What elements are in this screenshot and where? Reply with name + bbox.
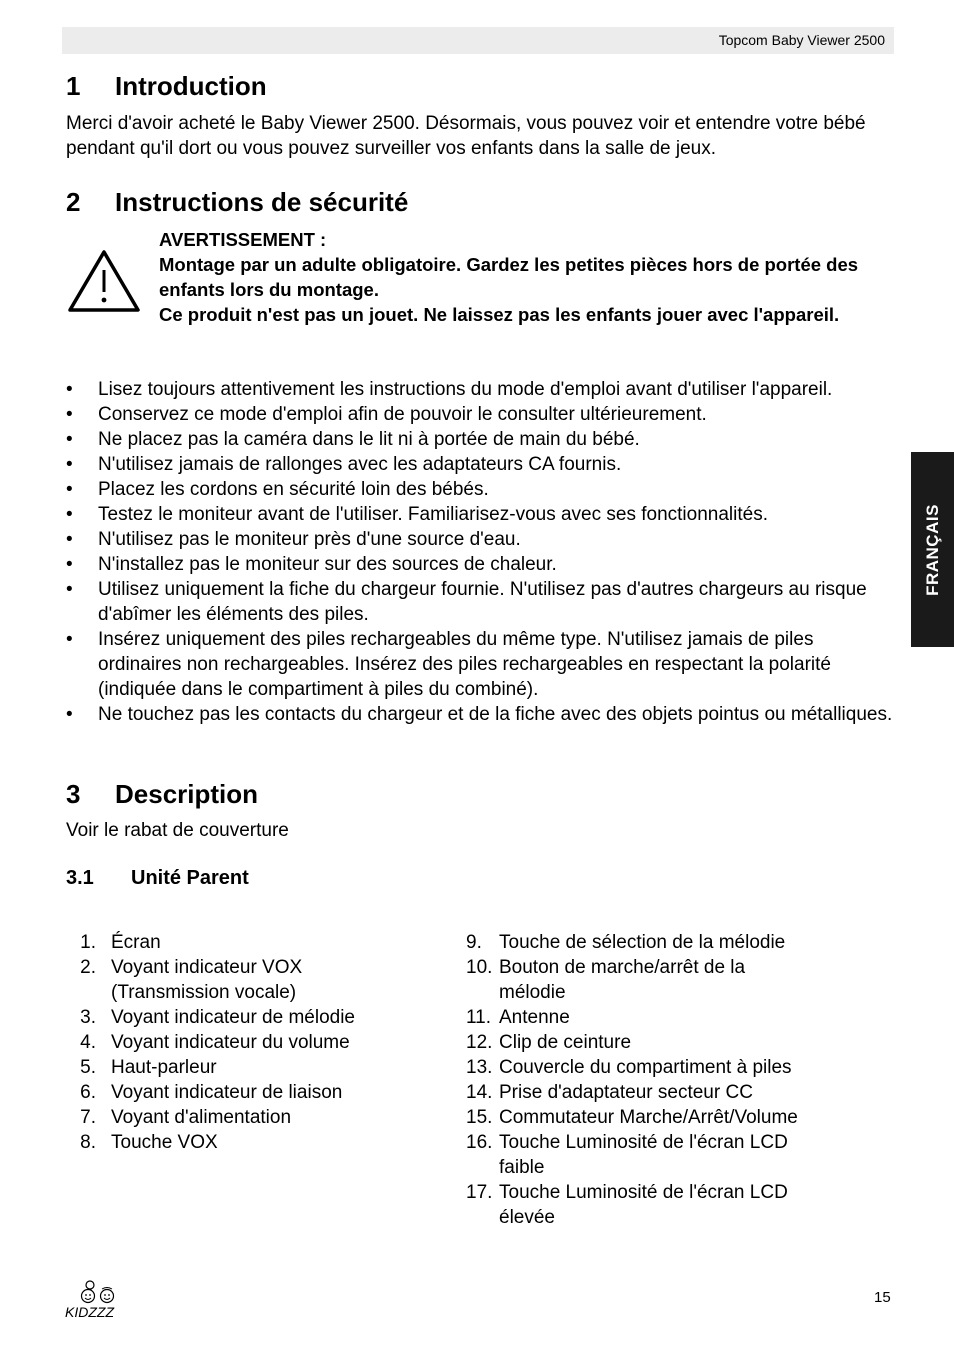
item-number: 3. xyxy=(80,1007,96,1028)
item-text: Bouton de marche/arrêt de la mélodie xyxy=(499,957,746,1003)
list-item: • Testez le moniteur avant de l'utiliser. Familiarisez-vous avec ses fonctionnalités. xyxy=(66,502,896,527)
item-text: Touche VOX xyxy=(111,1132,218,1153)
item-number: 13. xyxy=(466,1057,493,1078)
list-item xyxy=(466,955,846,1005)
item-text: Haut-parleur xyxy=(111,1057,217,1078)
list-item xyxy=(466,930,846,955)
item-number: 7. xyxy=(80,1107,96,1128)
section-number: 2 xyxy=(66,187,81,217)
item-text: Touche de sélection de la mélodie xyxy=(499,932,786,953)
section-title: Instructions de sécurité xyxy=(115,187,409,217)
item-number: 15. xyxy=(466,1107,493,1128)
page-number: 15 xyxy=(874,1289,891,1306)
item-text: Touche Luminosité de l'écran LCD faible xyxy=(499,1132,788,1178)
warning-line-1: Montage par un adulte obligatoire. Gardez les petites pièces hors de portée des enfants lors du montage. xyxy=(159,254,859,300)
item-number: 2. xyxy=(80,957,96,978)
item-number: 17. xyxy=(466,1182,493,1203)
list-item xyxy=(66,1030,416,1055)
description-paragraph: Voir le rabat de couverture xyxy=(66,820,289,841)
section-3-heading xyxy=(66,779,258,810)
list-item: • N'installez pas le moniteur sur des sources de chaleur. xyxy=(66,552,896,577)
item-number: 8. xyxy=(80,1132,96,1153)
list-item xyxy=(66,1130,416,1155)
list-item xyxy=(66,930,416,955)
section-2-heading xyxy=(66,187,408,218)
header-title: Topcom Baby Viewer 2500 xyxy=(718,32,885,48)
list-item: • Lisez toujours attentivement les instructions du mode d'emploi avant d'utiliser l'appareil. xyxy=(66,377,896,402)
kidzzz-logo xyxy=(62,1277,136,1321)
item-text: Voyant indicateur de liaison xyxy=(111,1082,343,1103)
item-number: 10. xyxy=(466,957,493,978)
item-text: Antenne xyxy=(499,1007,570,1028)
list-item xyxy=(466,1180,846,1230)
item-number: 14. xyxy=(466,1082,493,1103)
logo-text: KIDZZZ xyxy=(65,1304,114,1320)
list-item xyxy=(66,1055,416,1080)
item-text: Voyant indicateur VOX (Transmission vocale) xyxy=(111,957,303,1003)
item-text: Prise d'adaptateur secteur CC xyxy=(499,1082,753,1103)
list-item xyxy=(66,955,416,1005)
warning-triangle-icon xyxy=(66,248,142,314)
item-number: 1. xyxy=(80,932,96,953)
item-text: Commutateur Marche/Arrêt/Volume xyxy=(499,1107,798,1128)
language-tab-label: FRANÇAIS xyxy=(922,503,942,596)
section-number: 3 xyxy=(66,779,81,809)
language-tab xyxy=(911,452,954,647)
list-item: • N'utilisez jamais de rallonges avec les adaptateurs CA fournis. xyxy=(66,452,896,477)
section-title: Description xyxy=(115,779,259,809)
list-item: • Insérez uniquement des piles rechargeables du même type. N'utilisez jamais de piles ordinaires non rechargeables. Insérez des piles rechargeables en respectant la polarité (indiquée dans le compartiment à piles du combiné). xyxy=(66,627,896,702)
item-text: Clip de ceinture xyxy=(499,1032,632,1053)
list-item xyxy=(66,1005,416,1030)
section-1-heading xyxy=(66,71,267,102)
list-item: • Placez les cordons en sécurité loin des bébés. xyxy=(66,477,896,502)
list-item: • N'utilisez pas le moniteur près d'une source d'eau. xyxy=(66,527,896,552)
item-text: Voyant indicateur du volume xyxy=(111,1032,350,1053)
item-number: 12. xyxy=(466,1032,493,1053)
list-item: • Utilisez uniquement la fiche du chargeur fournie. N'utilisez pas d'autres chargeurs au risque d'abîmer les éléments des piles. xyxy=(66,577,896,627)
parts-list-right xyxy=(466,930,846,1230)
item-text: Voyant d'alimentation xyxy=(111,1107,292,1128)
safety-list xyxy=(66,377,896,727)
list-item xyxy=(466,1105,846,1130)
list-item: • Conservez ce mode d'emploi afin de pouvoir le consulter ultérieurement. xyxy=(66,402,896,427)
list-item xyxy=(66,1080,416,1105)
item-text: Touche Luminosité de l'écran LCD élevée xyxy=(499,1182,788,1228)
list-item xyxy=(466,1055,846,1080)
warning-line-2: Ce produit n'est pas un jouet. Ne laissez pas les enfants jouer avec l'appareil. xyxy=(159,304,840,325)
item-number: 4. xyxy=(80,1032,96,1053)
item-text: Voyant indicateur de mélodie xyxy=(111,1007,355,1028)
list-item: • Ne touchez pas les contacts du chargeur et de la fiche avec des objets pointus ou métalliques. xyxy=(66,702,896,727)
subsection-title: Unité Parent xyxy=(131,867,249,889)
section-title: Introduction xyxy=(115,71,267,101)
header-bar xyxy=(62,27,894,54)
item-number: 6. xyxy=(80,1082,96,1103)
intro-paragraph: Merci d'avoir acheté le Baby Viewer 2500. Désormais, vous pouvez voir et entendre votre bébé pendant qu'il dort ou vous pouvez surveiller vos enfants dans la salle de jeux. xyxy=(66,113,866,159)
item-text: Couvercle du compartiment à piles xyxy=(499,1057,792,1078)
list-item: • Ne placez pas la caméra dans le lit ni à portée de main du bébé. xyxy=(66,427,896,452)
subsection-3-1-heading xyxy=(66,867,249,890)
parts-list-left xyxy=(66,930,416,1155)
subsection-number: 3.1 xyxy=(66,867,94,889)
list-item xyxy=(466,1130,846,1180)
list-item xyxy=(66,1105,416,1130)
warning-heading: AVERTISSEMENT : xyxy=(159,229,327,250)
item-number: 5. xyxy=(80,1057,96,1078)
item-text: Écran xyxy=(111,932,161,953)
list-item xyxy=(466,1030,846,1055)
item-number: 11. xyxy=(466,1007,492,1028)
list-item xyxy=(466,1080,846,1105)
list-item xyxy=(466,1005,846,1030)
item-number: 9. xyxy=(466,932,482,953)
section-number: 1 xyxy=(66,71,81,101)
warning-block xyxy=(159,227,899,327)
item-number: 16. xyxy=(466,1132,493,1153)
